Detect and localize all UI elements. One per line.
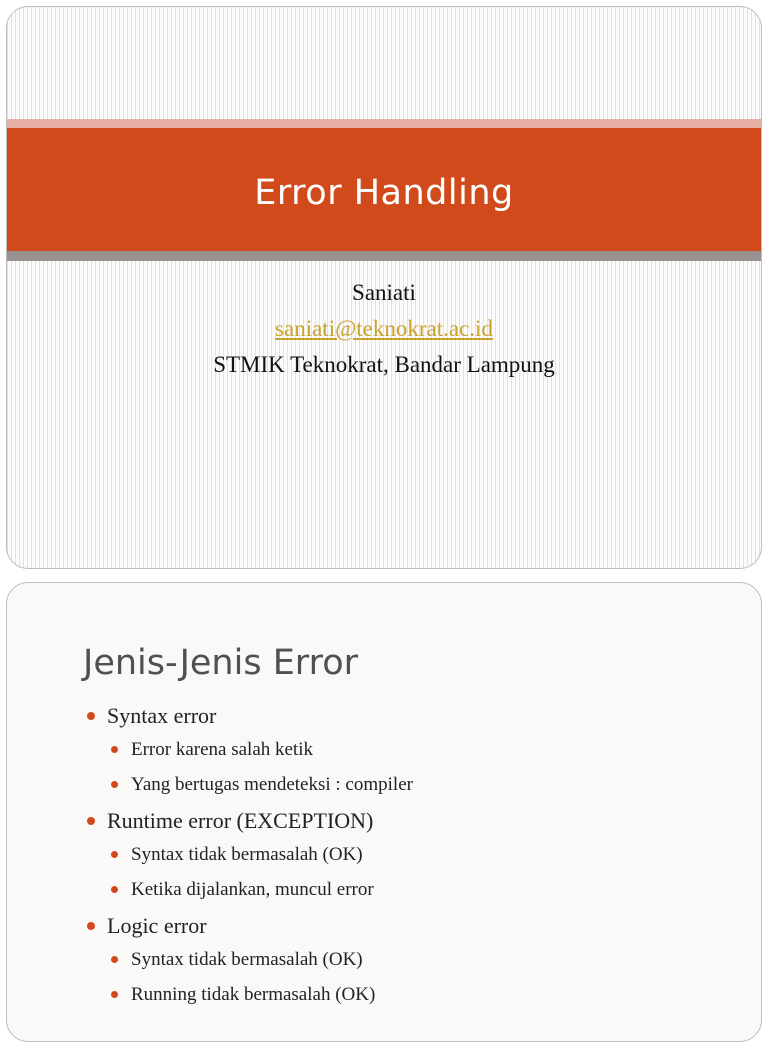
bullet-dot-icon xyxy=(111,781,118,788)
email-link[interactable]: saniati@teknokrat.ac.id xyxy=(275,316,493,341)
bullet-text: Syntax error xyxy=(107,703,217,728)
subtitle-block xyxy=(7,275,761,383)
bullet-text: Error karena salah ketik xyxy=(131,739,313,760)
content-slide xyxy=(6,582,762,1042)
sub-bullet-item xyxy=(107,948,413,972)
sub-bullet-item xyxy=(107,983,413,1007)
slide-title: Error Handling xyxy=(254,172,514,213)
sub-bullet-item xyxy=(107,738,413,762)
bullet-text: Syntax tidak bermasalah (OK) xyxy=(131,949,363,970)
bullet-item xyxy=(83,808,413,834)
title-band-top-stripe xyxy=(7,119,761,128)
bullet-text: Runtime error (EXCEPTION) xyxy=(107,808,374,833)
bullet-dot-icon xyxy=(111,991,118,998)
author-name: Saniati xyxy=(352,280,416,305)
bullet-text: Logic error xyxy=(107,913,207,938)
bullet-text: Yang bertugas mendeteksi : compiler xyxy=(131,774,413,795)
bullet-item xyxy=(83,703,413,729)
sub-bullet-item xyxy=(107,878,413,902)
bullet-text: Ketika dijalankan, muncul error xyxy=(131,879,374,900)
bullet-dot-icon xyxy=(111,851,118,858)
bullet-list xyxy=(83,703,413,1018)
sub-bullet-item xyxy=(107,773,413,797)
sub-bullet-item xyxy=(107,843,413,867)
bullet-dot-icon xyxy=(87,922,95,930)
bullet-text: Running tidak bermasalah (OK) xyxy=(131,984,376,1005)
slide-heading: Jenis-Jenis Error xyxy=(83,643,359,683)
bullet-dot-icon xyxy=(111,886,118,893)
bullet-text: Syntax tidak bermasalah (OK) xyxy=(131,844,363,865)
bullet-dot-icon xyxy=(87,712,95,720)
title-slide xyxy=(6,6,762,569)
bullet-dot-icon xyxy=(87,817,95,825)
bullet-dot-icon xyxy=(111,956,118,963)
institution: STMIK Teknokrat, Bandar Lampung xyxy=(213,352,555,377)
title-band xyxy=(7,128,761,251)
bullet-dot-icon xyxy=(111,746,118,753)
title-band-bottom-stripe xyxy=(7,251,761,261)
bullet-item xyxy=(83,913,413,939)
